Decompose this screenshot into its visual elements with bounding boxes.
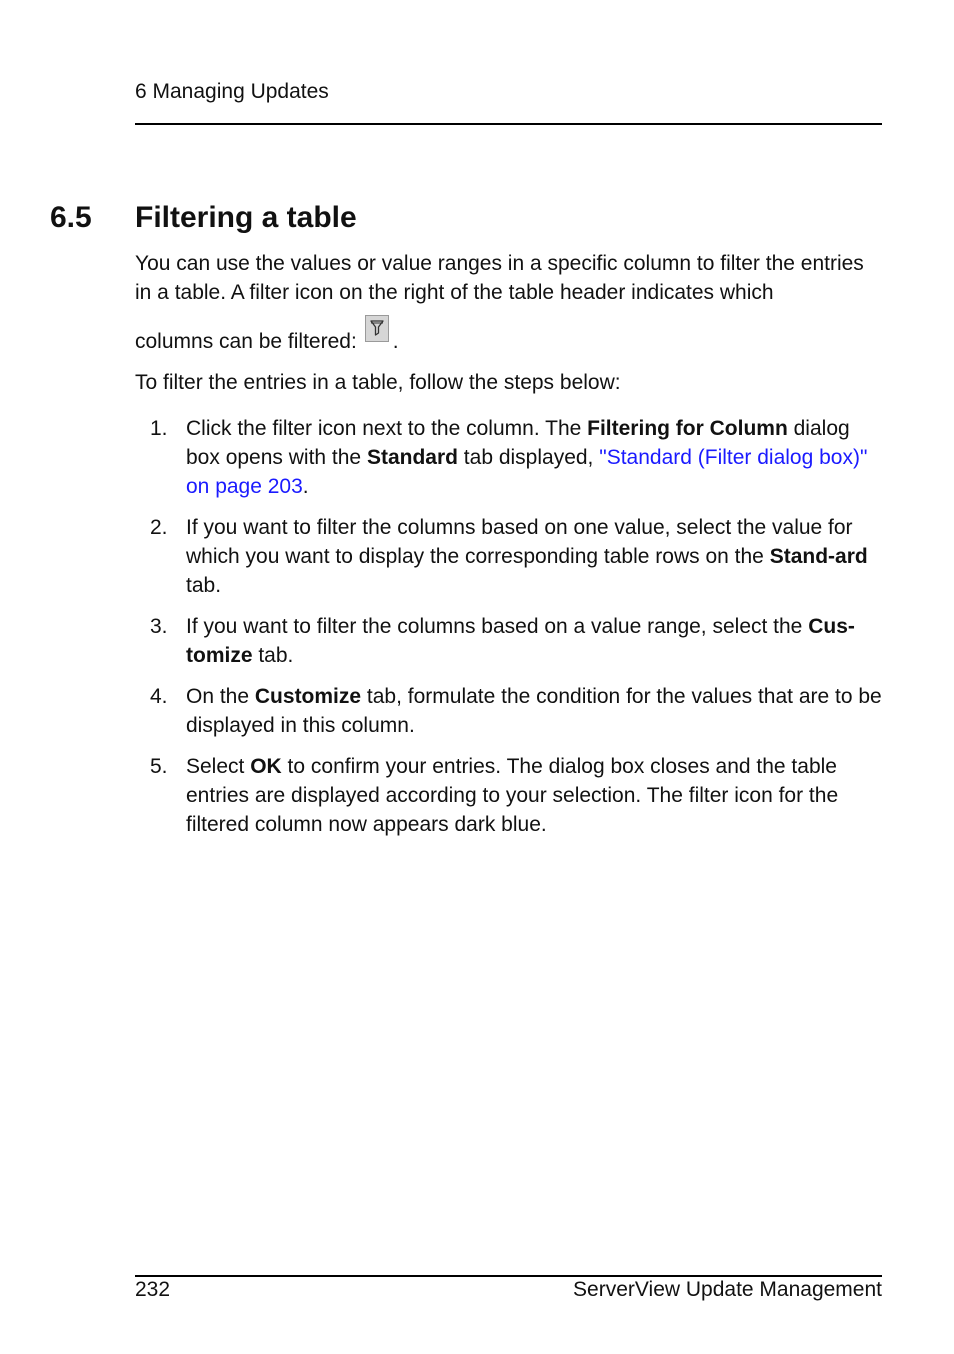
step-number: 2. bbox=[150, 516, 168, 539]
section-number: 6.5 bbox=[50, 201, 92, 234]
intro-paragraph-end bbox=[135, 315, 885, 356]
steps-list bbox=[135, 414, 885, 839]
step-bold: Standard bbox=[366, 446, 458, 469]
running-header: 6 Managing Updates bbox=[135, 80, 329, 103]
step-text: If you want to filter the columns based on a value range, select the bbox=[186, 615, 809, 638]
list-item bbox=[135, 682, 885, 740]
step-bold: Stand-ard bbox=[769, 545, 868, 568]
step-text: tab. bbox=[252, 644, 294, 667]
steps-intro: To filter the entries in a table, follow the steps below: bbox=[135, 371, 621, 394]
intro-period: . bbox=[392, 330, 399, 353]
step-number: 1. bbox=[150, 417, 168, 440]
intro-paragraph: You can use the values or value ranges in a specific column to filter the entries in a table. A filter icon on the right of the table header indicates which bbox=[135, 252, 864, 304]
step-text: tab. bbox=[186, 574, 222, 597]
step-number: 4. bbox=[150, 685, 168, 708]
step-text: tab displayed, bbox=[457, 446, 600, 469]
list-item bbox=[135, 752, 885, 839]
step-text: dialog box opens with the bbox=[186, 417, 850, 469]
section-title: Filtering a table bbox=[135, 201, 357, 234]
step-text: to confirm your entries. The dialog box closes and the table entries are displayed according to your selection. The filter icon for the filtered column now appears dark blue. bbox=[186, 755, 839, 836]
step-number: 5. bbox=[150, 755, 168, 778]
step-number: 3. bbox=[150, 615, 168, 638]
list-item bbox=[135, 612, 885, 670]
product-name: ServerView Update Management bbox=[573, 1278, 882, 1301]
step-text: If you want to filter the columns based on one value, select the value for which you want to display the corresponding table rows on the bbox=[186, 516, 853, 568]
step-bold: Cus-tomize bbox=[186, 615, 855, 667]
step-bold: OK bbox=[250, 755, 282, 778]
filter-icon bbox=[365, 315, 389, 342]
page-number: 232 bbox=[135, 1278, 171, 1301]
section-body bbox=[135, 249, 885, 851]
list-item bbox=[135, 414, 885, 501]
step-text: Select bbox=[186, 755, 251, 778]
step-text: Click the filter icon next to the column. The bbox=[186, 417, 588, 440]
step-bold: Customize bbox=[254, 685, 362, 708]
header-rule bbox=[135, 123, 882, 125]
list-item bbox=[135, 513, 885, 600]
step-bold: Filtering for Column bbox=[587, 417, 788, 440]
intro-text: columns can be filtered: bbox=[135, 330, 357, 353]
step-text: . bbox=[302, 475, 309, 498]
step-text: On the bbox=[186, 685, 255, 708]
cross-reference-link[interactable]: "Standard (Filter dialog box)" on page 203 bbox=[186, 446, 868, 498]
step-text: tab, formulate the condition for the values that are to be displayed in this column. bbox=[186, 685, 882, 737]
